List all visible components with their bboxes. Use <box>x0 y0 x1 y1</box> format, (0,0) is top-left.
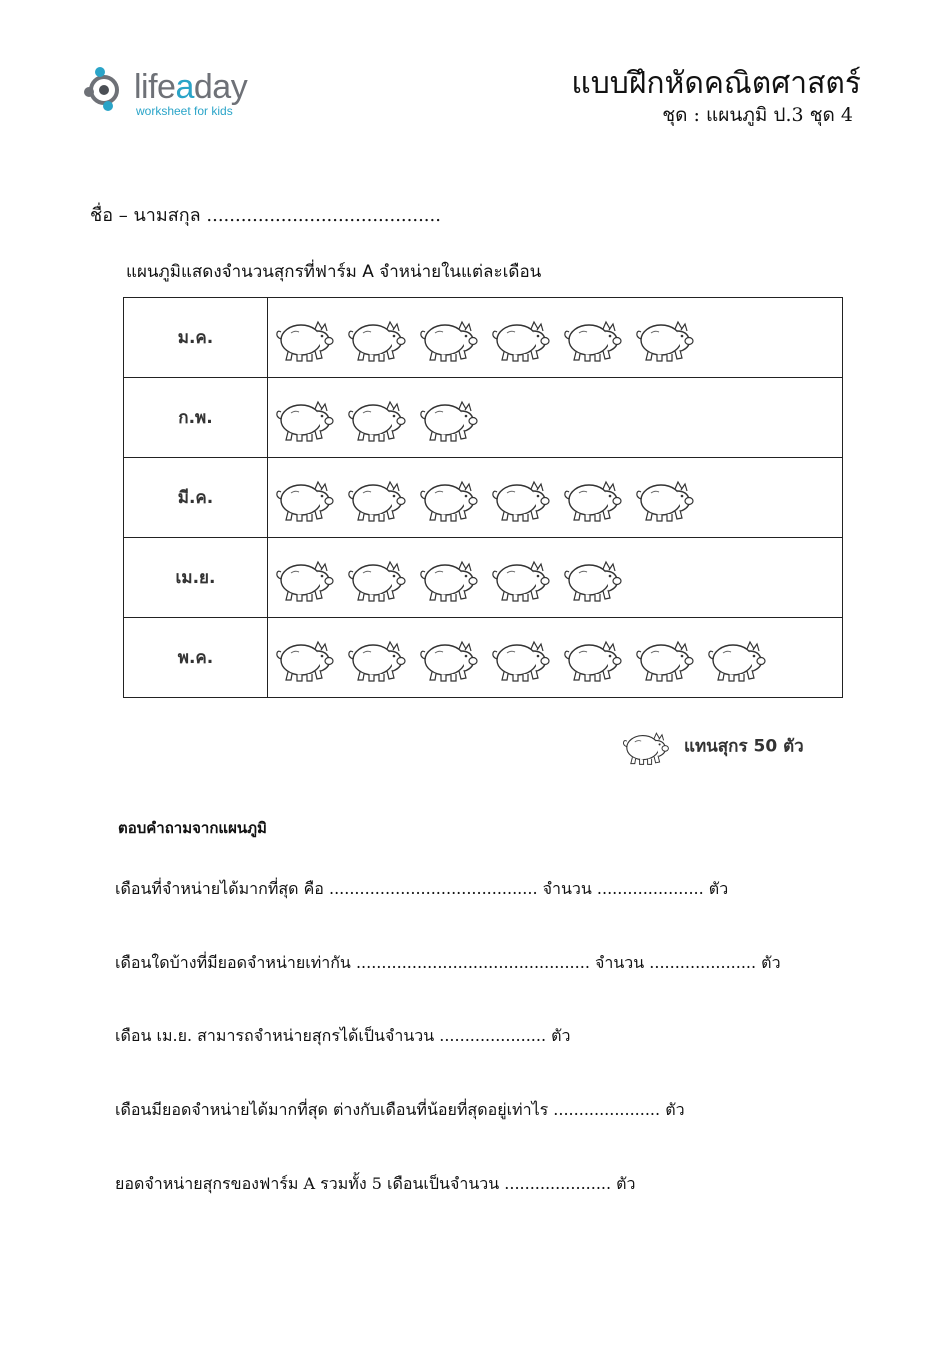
pig-icon <box>345 313 409 363</box>
worksheet-title: แบบฝึกหัดคณิตศาสตร์ <box>571 66 861 101</box>
pig-icon <box>273 633 337 683</box>
logo-wordmark: lifeaday <box>134 68 248 106</box>
pig-icon <box>633 633 697 683</box>
pig-icon <box>633 313 697 363</box>
pig-icon <box>345 553 409 603</box>
pictograph-row <box>124 538 843 618</box>
pig-icon <box>561 313 625 363</box>
pig-icon <box>417 473 481 523</box>
pig-icons-cell <box>268 618 843 698</box>
name-field-line[interactable]: ชื่อ – นามสกุล ......................................... <box>90 205 441 226</box>
pig-icon <box>417 633 481 683</box>
pig-icon <box>489 553 553 603</box>
pig-icon <box>705 633 769 683</box>
pig-icon <box>633 473 697 523</box>
legend <box>620 726 804 770</box>
pig-icons-cell <box>268 538 843 618</box>
question-4[interactable]: เดือนมียอดจำหน่ายได้มากที่สุด ต่างกับเดือนที่น้อยที่สุดอยู่เท่าไร ..................... ตัว <box>115 1100 685 1119</box>
legend-text: แทนสุกร 50 ตัว <box>684 736 804 757</box>
pictograph-table <box>123 297 843 698</box>
pig-icon <box>417 393 481 443</box>
chart-title: แผนภูมิแสดงจำนวนสุกรที่ฟาร์ม A จำหน่ายในแต่ละเดือน <box>126 262 542 282</box>
pig-icon <box>561 633 625 683</box>
pig-icon <box>273 473 337 523</box>
pig-icon <box>561 473 625 523</box>
worksheet-subtitle: ชุด : แผนภูมิ ป.3 ชุด 4 <box>662 104 853 126</box>
pig-icon <box>273 313 337 363</box>
pig-icon <box>345 473 409 523</box>
lifeaday-logo <box>82 64 272 120</box>
pig-icon <box>273 393 337 443</box>
pictograph-row <box>124 458 843 538</box>
pig-icon <box>417 553 481 603</box>
pig-icon <box>620 726 672 766</box>
logo-tagline: worksheet for kids <box>136 104 233 118</box>
pig-icon <box>489 313 553 363</box>
month-label: ก.พ. <box>124 378 268 458</box>
pictograph-row <box>124 298 843 378</box>
question-5[interactable]: ยอดจำหน่ายสุกรของฟาร์ม A รวมทั้ง 5 เดือนเป็นจำนวน ..................... ตัว <box>115 1174 636 1193</box>
pictograph-row <box>124 378 843 458</box>
pig-icon <box>417 313 481 363</box>
pig-icon <box>345 633 409 683</box>
pig-icons-cell <box>268 458 843 538</box>
pig-icons-cell <box>268 298 843 378</box>
pig-icons-cell <box>268 378 843 458</box>
month-label: เม.ย. <box>124 538 268 618</box>
month-label: พ.ค. <box>124 618 268 698</box>
question-3[interactable]: เดือน เม.ย. สามารถจำหน่ายสุกรได้เป็นจำนวน ..................... ตัว <box>115 1026 571 1045</box>
molecule-icon <box>82 64 132 114</box>
month-label: ม.ค. <box>124 298 268 378</box>
pig-icon <box>489 473 553 523</box>
month-label: มี.ค. <box>124 458 268 538</box>
pictograph-row <box>124 618 843 698</box>
pig-icon <box>345 393 409 443</box>
question-1[interactable]: เดือนที่จำหน่ายได้มากที่สุด คือ ......................................... จำนวน ..................... ตัว <box>115 879 729 898</box>
question-2[interactable]: เดือนใดบ้างที่มียอดจำหน่ายเท่ากัน .............................................. จำนวน ..................... ตัว <box>115 953 781 972</box>
pig-icon <box>273 553 337 603</box>
questions-heading: ตอบคำถามจากแผนภูมิ <box>118 819 267 837</box>
pig-icon <box>489 633 553 683</box>
pig-icon <box>561 553 625 603</box>
